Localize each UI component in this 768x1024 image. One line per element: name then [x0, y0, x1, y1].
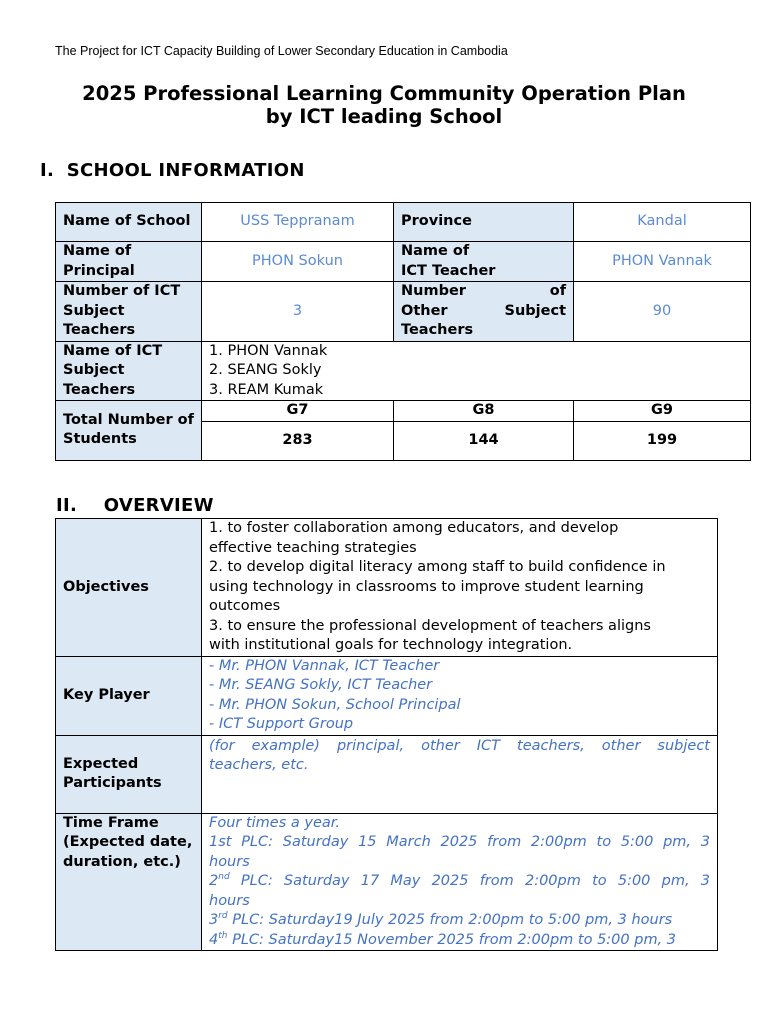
timeframe-text: [202, 813, 718, 951]
participants-line-1: (for example) principal, other ICT teachers, other subject: [209, 737, 710, 754]
plc-2-line-2: hours: [209, 892, 250, 909]
ict-teacher-label-line-1: Name of: [401, 243, 470, 259]
ict-teacher-value: PHON Vannak: [574, 242, 751, 282]
plc-2-number: 2: [209, 873, 219, 889]
plc-2-text: PLC: Saturday 17 May 2025 from 2:00pm to 5:00 pm, 3: [229, 873, 710, 889]
principal-label: Name of Principal: [56, 242, 202, 282]
section-1-title: SCHOOL INFORMATION: [66, 160, 305, 181]
num-ict-teachers-value: 3: [202, 282, 394, 342]
objectives-line: 2. to develop digital literacy among staff to build confidence in: [209, 559, 666, 575]
student-count-g7: 283: [202, 421, 394, 460]
ict-teacher-names-label: Name of ICT Subject Teachers: [56, 341, 202, 401]
plc-4-ordinal: th: [218, 930, 228, 941]
ict-teacher-name-item: 1. PHON Vannak: [209, 342, 328, 359]
plc-1-line-2: hours: [209, 853, 250, 870]
document-title: [0, 82, 768, 128]
objectives-line: outcomes: [209, 598, 281, 614]
section-2-heading: [56, 495, 214, 516]
num-other-word-of: of: [549, 283, 567, 299]
num-other-teachers-value: 90: [574, 282, 751, 342]
bullet-dash: -: [209, 657, 215, 674]
key-player-item: [209, 657, 710, 677]
principal-value: PHON Sokun: [202, 242, 394, 282]
objectives-line: effective teaching strategies: [209, 539, 417, 556]
objectives-line: 1. to foster collaboration among educators, and develop: [209, 520, 619, 536]
objectives-text: [202, 519, 718, 657]
num-other-label-line-1: [401, 282, 566, 302]
key-player-item: [209, 696, 710, 716]
participants-line-2: teachers, etc.: [209, 757, 309, 773]
key-player-item: [209, 715, 710, 735]
section-2-title: OVERVIEW: [103, 495, 214, 516]
key-player-name: Mr. SEANG Sokly, ICT Teacher: [218, 677, 433, 693]
section-1-numeral: I.: [40, 160, 55, 181]
section-1-heading: [40, 160, 305, 181]
num-other-label-line-3: Teachers: [401, 322, 474, 338]
province-value: Kandal: [574, 203, 751, 242]
school-info-table: [55, 202, 751, 461]
num-other-word-other: Other: [401, 302, 448, 319]
plc-1-line-1: 1st PLC: Saturday 15 March 2025 from 2:00pm to 5:00 pm, 3: [209, 834, 710, 850]
num-other-word-subject: Subject: [504, 302, 567, 319]
participants-label: Expected Participants: [56, 735, 202, 813]
plc-4-number: 4: [209, 931, 219, 948]
plc-2-ordinal: nd: [218, 872, 230, 883]
num-other-word-number: Number: [401, 283, 466, 299]
key-player-label: Key Player: [56, 656, 202, 735]
project-header: The Project for ICT Capacity Building of Lower Secondary Education in Cambodia: [55, 44, 508, 58]
ict-teacher-name-item: 3. REAM Kumak: [209, 381, 324, 398]
overview-table: [55, 518, 718, 951]
key-player-name: ICT Support Group: [218, 716, 354, 732]
timeframe-label: Time Frame (Expected date, duration, etc.): [56, 813, 202, 951]
objectives-line: with institutional goals for technology integration.: [209, 637, 573, 653]
ict-teacher-name-item: 2. SEANG Sokly: [209, 362, 322, 378]
bullet-dash: -: [209, 677, 215, 693]
bullet-dash: -: [209, 716, 215, 732]
key-player-name: Mr. PHON Sokun, School Principal: [218, 696, 461, 713]
timeframe-intro: Four times a year.: [209, 814, 341, 831]
key-player-name: Mr. PHON Vannak, ICT Teacher: [218, 657, 440, 674]
num-ict-teachers-label: Number of ICT Subject Teachers: [56, 282, 202, 342]
participants-text: [202, 735, 718, 813]
objectives-line: using technology in classrooms to improve student learning: [209, 578, 644, 595]
plc-3-line: [209, 911, 710, 931]
title-line-2: by ICT leading School: [265, 105, 503, 128]
plc-4-text: PLC: Saturday15 November 2025 from 2:00pm to 5:00 pm, 3: [227, 931, 677, 948]
objectives-line: 3. to ensure the professional development of teachers aligns: [209, 617, 651, 634]
num-other-label-line-2: [401, 302, 566, 322]
plc-3-number: 3: [209, 912, 219, 928]
title-line-1: 2025 Professional Learning Community Operation Plan: [82, 82, 686, 105]
bullet-dash: -: [209, 696, 215, 713]
school-name-label: Name of School: [56, 203, 202, 242]
ict-teacher-label-line-2: ICT Teacher: [401, 262, 496, 279]
key-player-item: [209, 676, 710, 696]
num-other-teachers-label: [394, 282, 574, 342]
school-name-value: USS Teppranam: [202, 203, 394, 242]
total-students-label: Total Number of Students: [56, 401, 202, 461]
grade-header-g9: G9: [574, 401, 751, 422]
objectives-label: Objectives: [56, 519, 202, 657]
province-label: Province: [394, 203, 574, 242]
plc-3-text: PLC: Saturday19 July 2025 from 2:00pm to 5:00 pm, 3 hours: [227, 912, 673, 928]
ict-teacher-label: [394, 242, 574, 282]
student-count-g8: 144: [394, 421, 574, 460]
grade-header-g7: G7: [202, 401, 394, 422]
grade-header-g8: G8: [394, 401, 574, 422]
plc-2-line-1: [209, 872, 710, 892]
ict-teacher-names-list: [202, 341, 751, 401]
student-count-g9: 199: [574, 421, 751, 460]
plc-4-line: [209, 931, 710, 951]
key-player-list: [202, 656, 718, 735]
plc-3-ordinal: rd: [218, 911, 228, 922]
section-2-numeral: II.: [56, 495, 78, 516]
